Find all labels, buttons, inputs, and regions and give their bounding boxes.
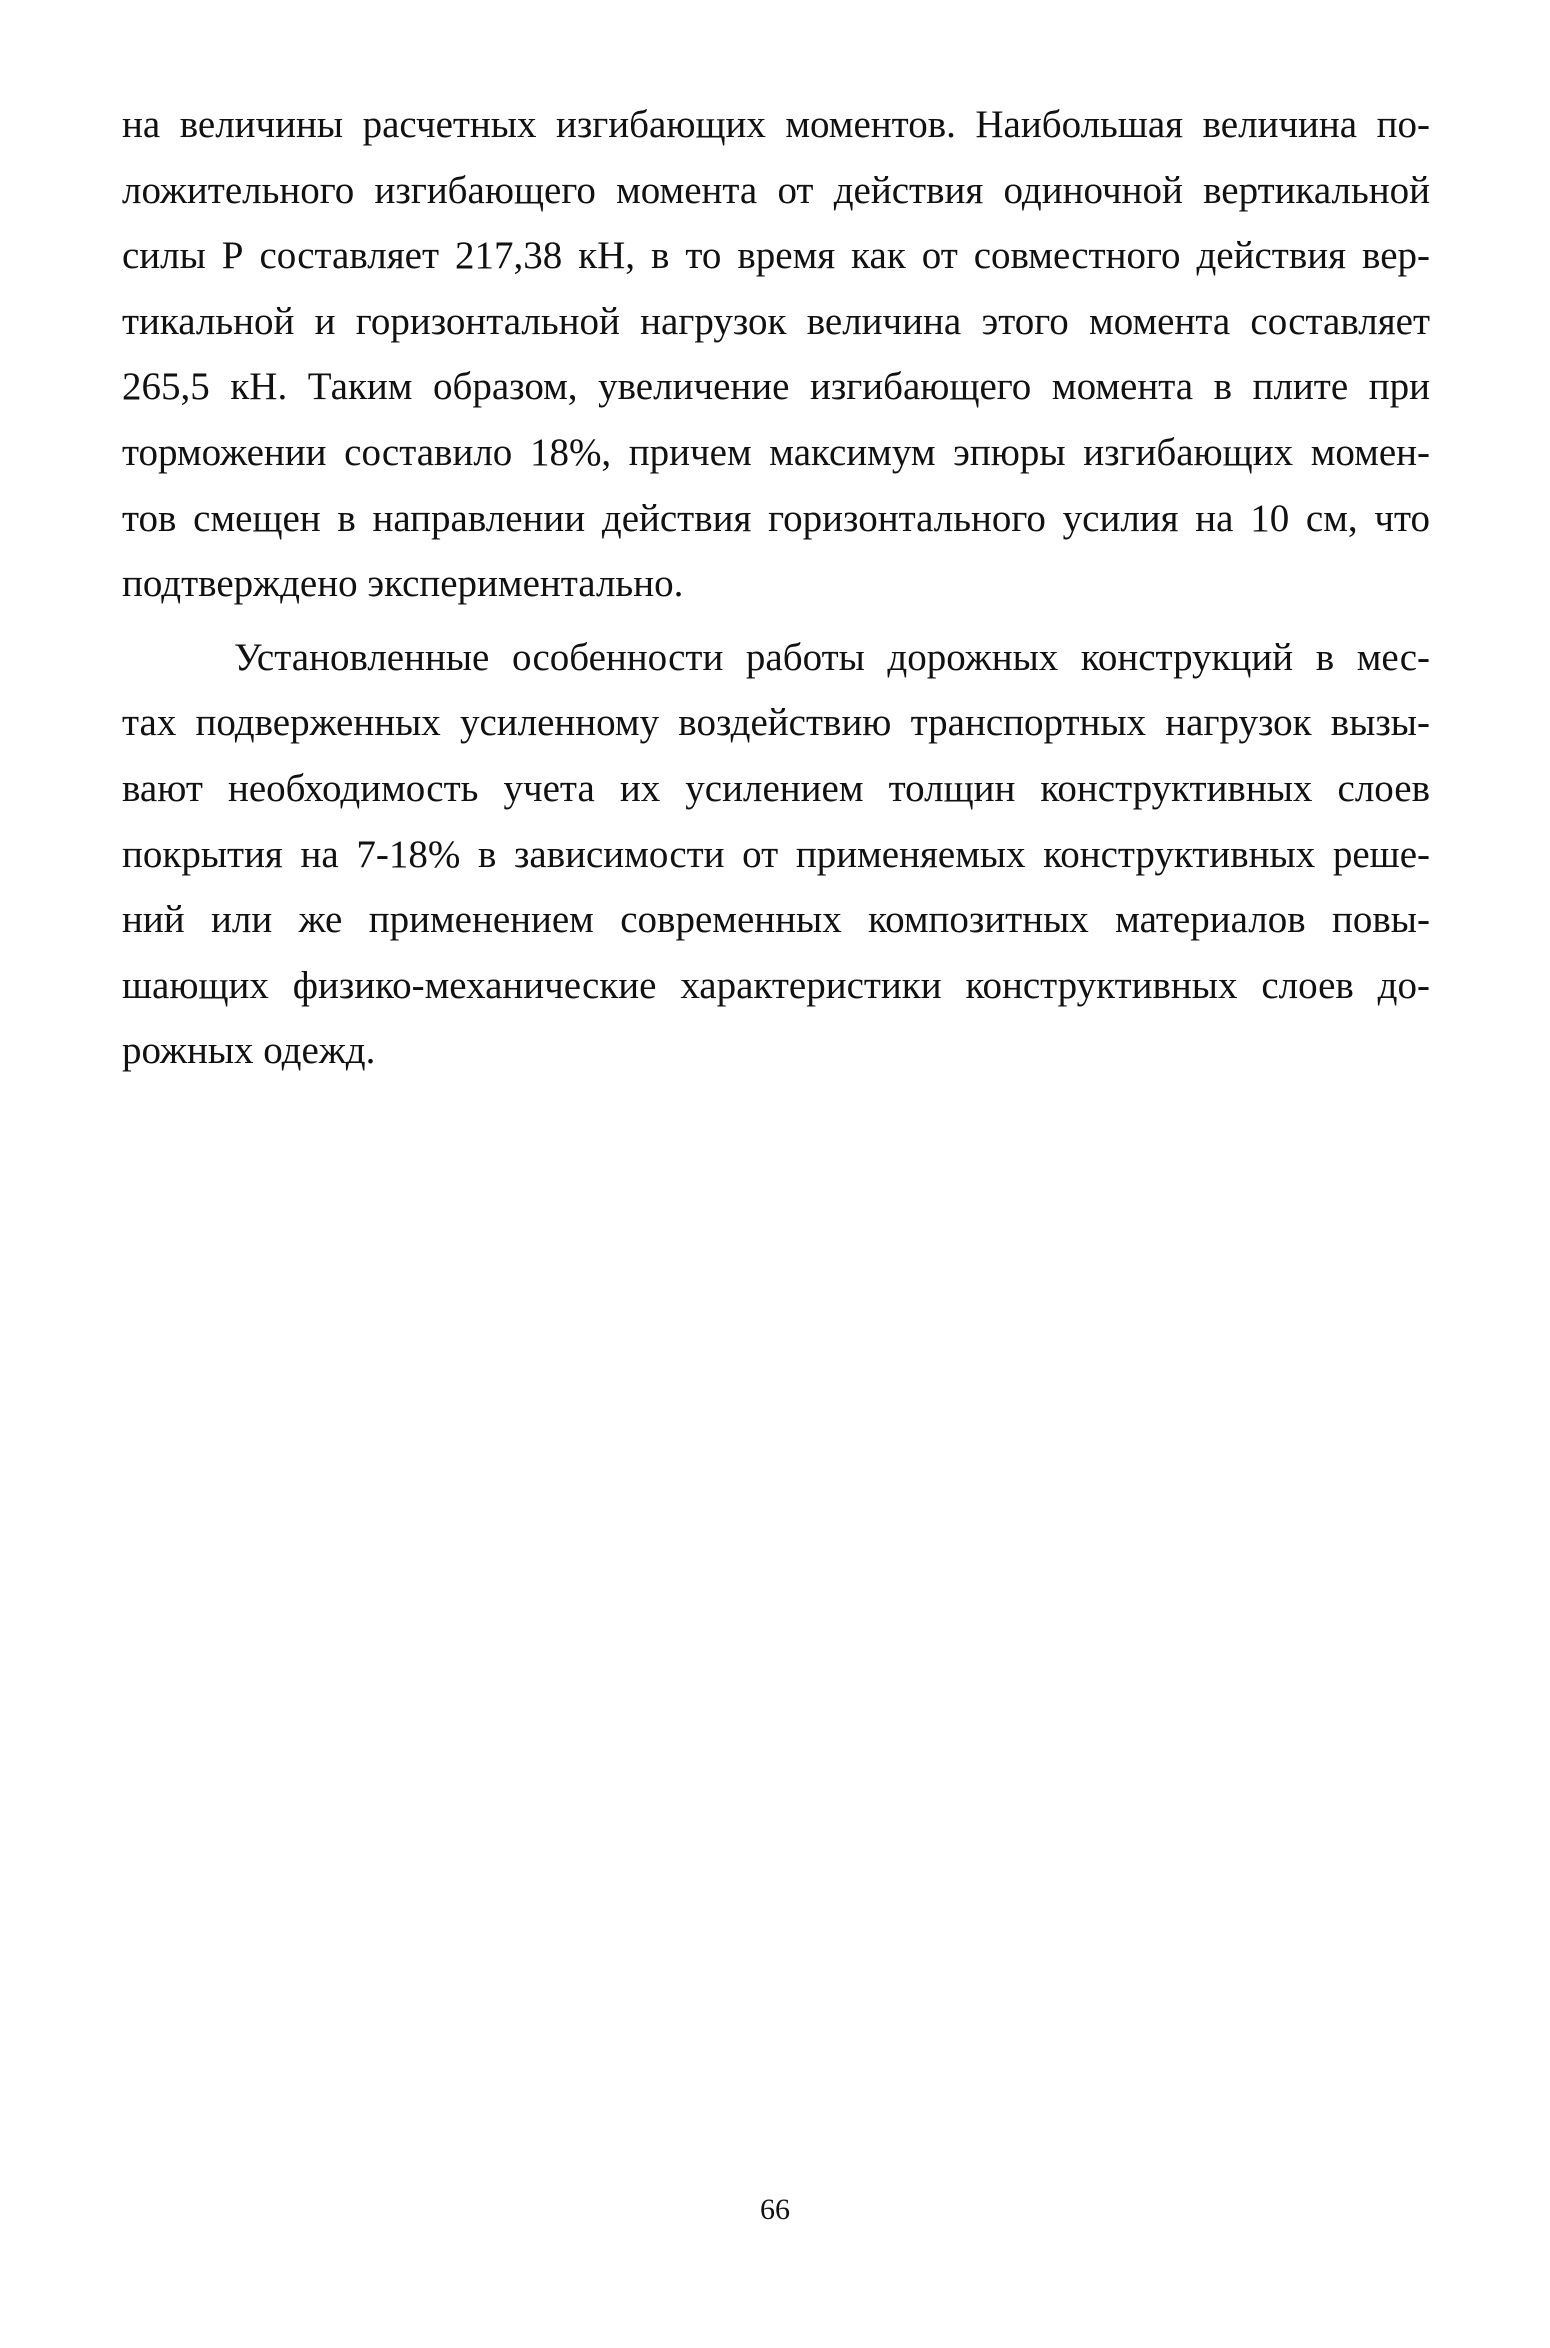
paragraph-2 <box>122 625 1430 1084</box>
text-line: торможении составило 18%, причем максимум эпюры изгибающих момен- <box>122 430 1430 474</box>
text-line: тикальной и горизонтальной нагрузок величина этого момента составляет <box>122 299 1430 343</box>
text-line: Установленные особенности работы дорожных конструкций в мес- <box>234 635 1430 679</box>
text-line: ний или же применением современных композитных материалов повы- <box>122 898 1430 942</box>
text-line: силы Р составляет 217,38 кН, в то время как от совместного действия вер- <box>122 234 1430 278</box>
text-line: рожных одежд. <box>122 1029 376 1073</box>
paragraph-1 <box>122 92 1430 617</box>
text-line: шающих физико-механические характеристики конструктивных слоев до- <box>122 963 1430 1007</box>
text-line: тах подверженных усиленному воздействию транспортных нагрузок вызы- <box>122 701 1430 745</box>
text-line: ложительного изгибающего момента от действия одиночной вертикальной <box>122 168 1430 212</box>
text-line: 265,5 кН. Таким образом, увеличение изгибающего момента в плите при <box>122 365 1430 409</box>
page-number: 66 <box>760 2193 790 2226</box>
text-line: покрытия на 7-18% в зависимости от применяемых конструктивных реше- <box>122 832 1430 876</box>
body-text <box>122 92 1430 1084</box>
text-line: тов смещен в направлении действия горизонтального усилия на 10 см, что <box>122 496 1430 540</box>
text-line: вают необходимость учета их усилением толщин конструктивных слоев <box>122 766 1430 810</box>
paragraph-spacer <box>122 617 1430 625</box>
text-line: на величины расчетных изгибающих моментов. Наибольшая величина по- <box>122 103 1430 146</box>
text-line: подтверждено экспериментально. <box>122 562 684 606</box>
